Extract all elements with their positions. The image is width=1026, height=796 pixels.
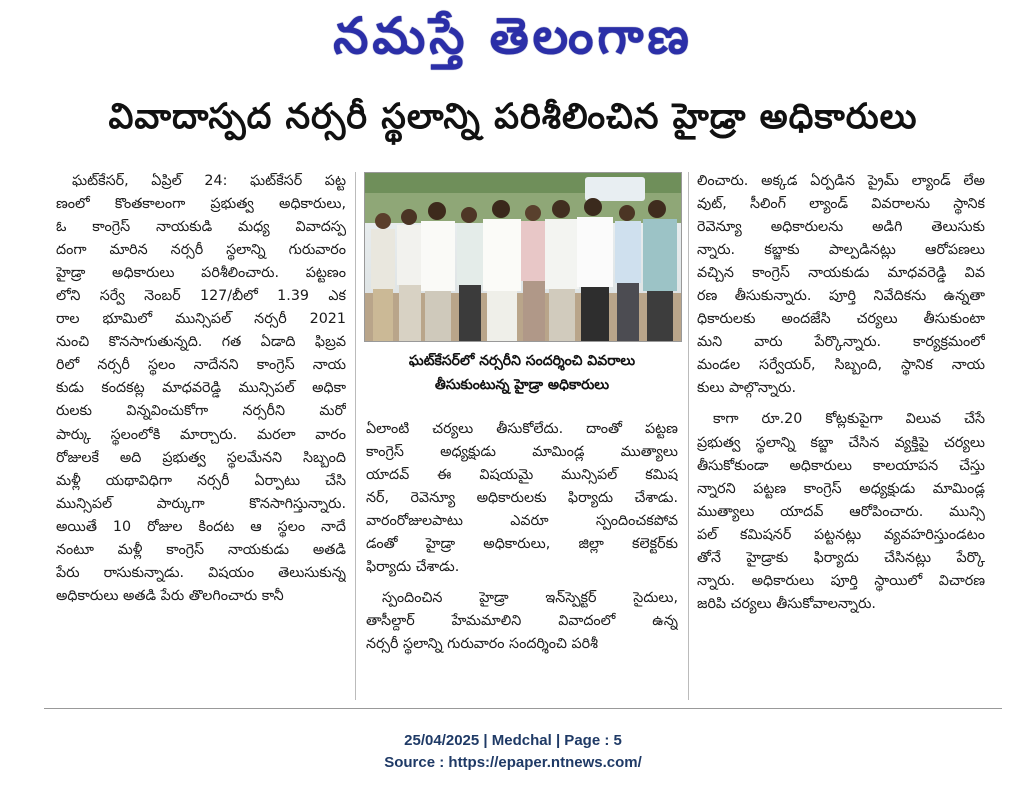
text-line: కాంగ్రెస్ అధ్యక్షుడు మామిండ్ల ముత్యాలు — [366, 444, 678, 461]
text-line: రాల భూమిలో మున్సిపల్ నర్సరీ 2021 — [56, 311, 346, 328]
text-line: నంటూ మళ్లీ కాంగ్రెస్ నాయకుడు అతడి — [56, 541, 346, 558]
text-line: ఓ కాంగ్రెస్ నాయకుడి మధ్య వివాదస్ప — [56, 219, 346, 236]
column-divider — [355, 172, 356, 700]
text-line: తీసుకోకుండా అధికారులు కాలయాపన చేస్తు — [697, 457, 985, 474]
news-photo-image — [365, 173, 681, 341]
text-line: లోని సర్వే నెంబర్ 127/బీలో 1.39 ఎక — [56, 288, 346, 305]
text-line: మని వారు పేర్కొన్నారు. కార్యక్రమంలో — [697, 334, 985, 351]
text-line: అయితే 10 రోజుల కిందట ఆ స్థలం నాదే — [56, 518, 346, 535]
paragraph-gap — [697, 400, 985, 408]
text-line: కాగా రూ.20 కోట్లకుపైగా విలువ చేసే — [713, 411, 985, 428]
text-line: న్నారు. అధికారులు పూర్తి స్థాయిలో విచారణ — [697, 572, 985, 589]
text-line: నర్సరీ స్థలాన్ని గురువారం సందర్శించి పరిశీ — [366, 636, 598, 653]
text-line: మండల సర్వేయర్, సిబ్బంది, స్థానిక నాయ — [697, 357, 985, 374]
text-line: హైడ్రా అధికారులు పరిశీలించారు. పట్టణం — [56, 265, 346, 282]
text-line: స్పందించిన హైడ్రా ఇన్‌స్పెక్టర్ సైదులు, — [382, 590, 678, 607]
text-line: జరిపి చర్యలు తీసుకోవాలన్నారు. — [697, 595, 876, 612]
text-line: డంతో హైడ్రా అధికారులు, జిల్లా కలెక్టర్‌కు — [366, 536, 678, 553]
text-line: న్నారని పట్టణ కాంగ్రెస్ అధ్యక్షుడు మామిండ్ల — [697, 480, 985, 497]
text-line: అధికారులు అతడి పేరు తొలగించారు కానీ — [56, 587, 284, 604]
text-line: దంగా మారిన నర్సరీ స్థలాన్ని గురువారం — [56, 242, 346, 259]
photo-caption — [364, 342, 680, 404]
masthead — [0, 4, 1026, 80]
text-line: తోనే హైడ్రాకు ఫిర్యాదు చేసినట్లు పేర్కొ — [697, 549, 985, 566]
text-line: ఫిర్యాదు చేశాడు. — [366, 559, 460, 576]
text-line: రణ తీసుకున్నారు. పూర్తి నివేదికను ఉన్నతా — [697, 288, 985, 305]
article-column-2 — [366, 418, 678, 656]
text-line: రెవెన్యూ అధికారులను అడిగి తెలుసుకు — [697, 219, 985, 236]
text-line: వుట్, సీలింగ్ ల్యాండ్ వివరాలను స్థానిక — [697, 196, 985, 213]
text-line: రిలో నర్సరీ స్థలం నాదేనని కాంగ్రెస్ నాయ — [56, 357, 346, 374]
source-link[interactable]: Source : https://epaper.ntnews.com/ — [384, 754, 642, 771]
footer-divider — [44, 708, 1002, 709]
text-line: ధికారులకు అందజేసి చర్యలు తీసుకుంటా — [697, 311, 985, 328]
text-line: కులు పాల్గొన్నారు. — [697, 380, 796, 397]
masthead-logo: నమస్తే తెలంగాణ — [333, 6, 693, 65]
page-footer — [0, 730, 1026, 774]
text-line: వారంరోజులపాటు ఎవరూ స్పందించకపోవ — [366, 513, 678, 530]
text-line: ఏలాంటి చర్యలు తీసుకోలేదు. దాంతో పట్టణ — [366, 421, 678, 437]
text-line: ప్రభుత్వ స్థలాన్ని కబ్జా చేసిన వ్యక్తిపై చర్యలు — [697, 434, 985, 451]
text-line: నర్, రెవెన్యూ అధికారులకు ఫిర్యాదు చేశాడు. — [366, 490, 678, 507]
text-line: రులకు విన్నవించుకోగా నర్సరీని మరో — [56, 403, 346, 420]
text-line: మున్సిపల్ పార్కుగా కొనసాగిస్తున్నారు. — [56, 495, 346, 512]
article-headline: వివాదాస్పద నర్సరీ స్థలాన్ని పరిశీలించిన హైడ్రా అధికారులు — [108, 97, 918, 137]
text-line: ణంలో కొంతకాలంగా ప్రభుత్వ అధికారులు, — [56, 196, 346, 213]
news-photo — [364, 172, 682, 342]
text-line: రోజులకే అది ప్రభుత్వ స్థలమేనని సిబ్బంది — [56, 449, 346, 466]
text-line: పార్కు స్థలంలోకి మార్చారు. మరలా వారం — [56, 426, 346, 443]
article-column-1 — [56, 170, 346, 608]
text-line: న్నారు. కబ్జాకు పాల్పడినట్లు ఆరోపణలు — [697, 242, 985, 259]
text-line: ఘట్‌కేసర్, ఏప్రిల్ 24: ఘట్‌కేసర్ పట్ట — [72, 173, 346, 189]
text-line: యాదవ్ ఈ విషయమై మున్సిపల్ కమిష — [366, 467, 678, 484]
caption-line-2: తీసుకుంటున్న హైడ్రా అధికారులు — [434, 377, 610, 393]
caption-line-1: ఘట్‌కేసర్‌లో నర్సరీని సందర్శించి వివరాలు — [408, 353, 636, 369]
paragraph-gap — [366, 579, 678, 587]
text-line: పల్ కమిషనర్ పట్టనట్లు వ్యవహరిస్తుండటం — [697, 526, 985, 543]
text-line: లించారు. అక్కడ ఏర్పడిన ప్రైమ్ ల్యాండ్ లేఅ — [697, 173, 985, 189]
text-line: తాసీల్దార్ హేమమాలిని వివాదంలో ఉన్న — [366, 613, 678, 630]
text-line: నుంచి కొనసాగుతున్నది. గత ఏడాది ఫిబ్రవ — [56, 334, 346, 351]
text-line: కుడు కందకట్ల మాధవరెడ్డి మున్సిపల్ అధికా — [56, 380, 346, 397]
column-divider — [688, 172, 689, 700]
text-line: వచ్చిన కాంగ్రెస్ నాయకుడు మాధవరెడ్డి వివ — [697, 265, 985, 282]
text-line: ముత్యాలు యాదవ్ ఆరోపించారు. మున్సి — [697, 503, 985, 520]
edition-info: 25/04/2025 | Medchal | Page : 5 — [404, 732, 622, 749]
text-line: పేరు రాసుకున్నాడు. విషయం తెలుసుకున్న — [56, 564, 346, 581]
article-column-3 — [697, 170, 985, 616]
text-line: మళ్లీ యథావిధిగా నర్సరీ ఏర్పాటు చేసి — [56, 472, 346, 489]
